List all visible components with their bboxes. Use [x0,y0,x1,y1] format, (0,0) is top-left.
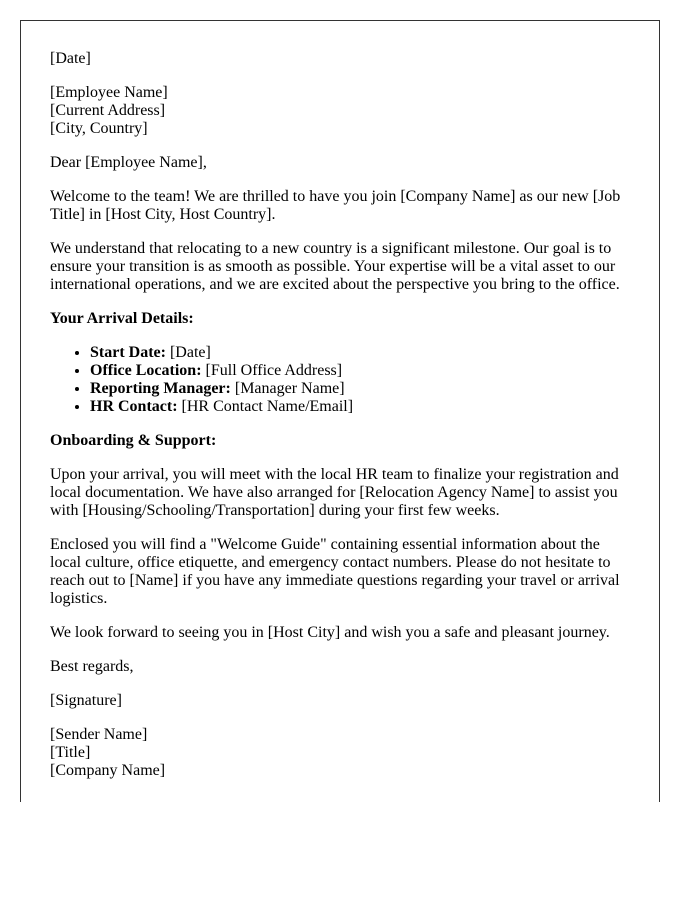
arrival-item-label: HR Contact: [90,398,178,415]
recipient-block [50,84,630,138]
welcome-guide-paragraph: Enclosed you will find a "Welcome Guide" containing essential information about the local culture, office etiquette, and emergency contact numbers. Please do not hesitate to reach out to [Name] if you have any immediate questions regarding your travel or arrival logistics. [50,536,620,607]
arrival-item-label: Reporting Manager: [90,380,231,397]
arrival-details-heading: Your Arrival Details: [50,310,194,327]
arrival-item-value: [Full Office Address] [201,362,343,379]
relocation-paragraph: We understand that relocating to a new country is a significant milestone. Our goal is to ensure your transition is as smooth as possible. Your expertise will be a vital asset to our international operations, and we are excited about the perspective you bring to the office. [50,240,620,293]
arrival-item-start-date [90,344,630,362]
arrival-item-label: Start Date: [90,344,166,361]
welcome-paragraph: Welcome to the team! We are thrilled to have you join [Company Name] as our new [Job Title] in [Host City, Host Country]. [50,188,621,223]
arrival-item-label: Office Location: [90,362,202,379]
closing-paragraph: We look forward to seeing you in [Host City] and wish you a safe and pleasant journey. [50,624,610,641]
salutation: Dear [Employee Name], [50,154,207,171]
arrival-item-office-location [90,362,630,380]
recipient-name: [Employee Name] [50,84,168,101]
arrival-item-value: [HR Contact Name/Email] [177,398,354,415]
arrival-item-value: [Manager Name] [230,380,345,397]
letter-page [20,20,660,802]
closing: Best regards, [50,658,134,675]
sender-name: [Sender Name] [50,726,148,743]
arrival-details-list [50,344,630,416]
letter-content [50,50,630,796]
recipient-address: [Current Address] [50,102,166,119]
arrival-item-value: [Date] [165,344,211,361]
sender-title: [Title] [50,744,91,761]
arrival-item-reporting-manager [90,380,630,398]
recipient-city-country: [City, Country] [50,120,148,137]
onboarding-heading: Onboarding & Support: [50,432,217,449]
letter-date: [Date] [50,50,91,67]
onboarding-paragraph: Upon your arrival, you will meet with the local HR team to finalize your registration and local documentation. We have also arranged for [Relocation Agency Name] to assist you with [Housing/Schooling/Transportation] during your first few weeks. [50,466,619,519]
sender-company: [Company Name] [50,762,166,779]
arrival-item-hr-contact [90,398,630,416]
signature: [Signature] [50,692,122,709]
sender-block [50,726,630,780]
